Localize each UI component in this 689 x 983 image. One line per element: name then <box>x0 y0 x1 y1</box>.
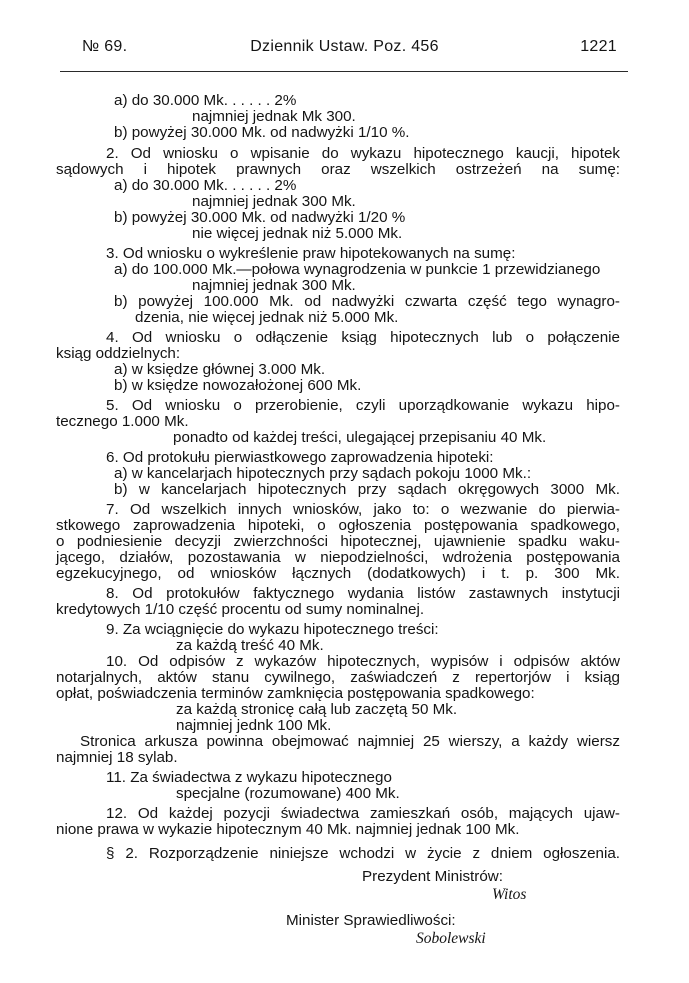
paragraph-line: 12. Od każdej pozycji świadectwa zamieszkań osób, mających ujaw- <box>106 805 620 822</box>
section-2: § 2. Rozporządzenie niniejsze wchodzi w życie z dniem ogłoszenia. <box>106 845 620 862</box>
paragraph-line: 10. Od odpisów z wykazów hipotecznych, wypisów i odpisów aktów <box>106 653 620 670</box>
text-line: a) w kancelarjach hipotecznych przy sądach pokoju 1000 Mk.: <box>114 465 532 482</box>
text-line: a) do 100.000 Mk.—połowa wynagrodzenia w punkcie 1 przewidzianego <box>114 261 601 278</box>
page-number: 1221 <box>580 38 617 55</box>
paragraph-line: 3. Od wniosku o wykreślenie praw hipotekowanych na sumę: <box>106 245 516 262</box>
paragraph-line: 9. Za wciągnięcie do wykazu hipotecznego treści: <box>106 621 439 638</box>
paragraph-line: notarjalnych, aktów stanu cywilnego, zaświadczeń z repertorjów i ksiąg <box>56 669 620 686</box>
paragraph-line: tecznego 1.000 Mk. <box>56 413 189 430</box>
text-line: najmniej jednak Mk 300. <box>192 108 356 125</box>
header-divider <box>60 71 628 72</box>
signature-title-mj: Minister Sprawiedliwości: <box>286 912 456 929</box>
text-line: ponadto od każdej treści, ulegającej przepisaniu 40 Mk. <box>173 429 547 446</box>
text-line: b) powyżej 100.000 Mk. od nadwyżki czwarta część tego wynagro- <box>114 293 620 310</box>
paragraph-line: opłat, poświadczenia terminów zamknięcia postępowania spadkowego: <box>56 685 535 702</box>
text-line: a) w księdze głównej 3.000 Mk. <box>114 361 326 378</box>
paragraph-line: nione prawa w wykazie hipotecznym 40 Mk. najmniej jednak 100 Mk. <box>56 821 520 838</box>
issue-number: № 69. <box>82 38 128 55</box>
text-line: b) powyżej 30.000 Mk. od nadwyżki 1/10 %. <box>114 124 410 141</box>
journal-title: Dziennik Ustaw. Poz. 456 <box>250 38 439 55</box>
signature-title-pm: Prezydent Ministrów: <box>362 868 503 885</box>
text-line: najmniej jednk 100 Mk. <box>176 717 332 734</box>
text-line: najmniej jednak 300 Mk. <box>192 277 356 294</box>
paragraph-line: 7. Od wszelkich innych wniosków, jako to: o wezwanie do pierwia- <box>106 501 620 518</box>
text-line: b) w księdze nowozałożonej 600 Mk. <box>114 377 362 394</box>
text-line: nie więcej jednak niż 5.000 Mk. <box>192 225 403 242</box>
text-line: najmniej jednak 300 Mk. <box>192 193 356 210</box>
signature-mj: Sobolewski <box>416 930 486 947</box>
paragraph-line: 2. Od wniosku o wpisanie do wykazu hipotecznego kaucji, hipotek <box>106 145 620 162</box>
paragraph-line: ksiąg oddzielnych: <box>56 345 181 362</box>
text-line: specjalne (rozumowane) 400 Mk. <box>176 785 400 802</box>
text-line: za każdą stronicę całą lub zaczętą 50 Mk. <box>176 701 458 718</box>
paragraph-line: egzekucyjnego, od wniosków łącznych (dodatkowych) i t. p. 300 Mk. <box>56 565 620 582</box>
paragraph-line: najmniej 18 sylab. <box>56 749 178 766</box>
paragraph-line: o podniesienie decyzji zwierzchności hipotecznej, ujawnienie spadku waku- <box>56 533 620 550</box>
paragraph-line: 4. Od wniosku o odłączenie ksiąg hipotecznych lub o połączenie <box>106 329 620 346</box>
paragraph-line: 8. Od protokułów faktycznego wydania listów zastawnych instytucji <box>106 585 620 602</box>
text-line: dzenia, nie więcej jednak niż 5.000 Mk. <box>135 309 399 326</box>
text-line: a) do 30.000 Mk. . . . . . 2% <box>114 177 297 194</box>
paragraph-line: Stronica arkusza powinna obejmować najmniej 25 wierszy, a każdy wiersz <box>80 733 620 750</box>
text-line: a) do 30.000 Mk. . . . . . 2% <box>114 92 297 109</box>
paragraph-line: 11. Za świadectwa z wykazu hipotecznego <box>106 769 392 786</box>
paragraph-line: kredytowych 1/10 część procentu od sumy nominalnej. <box>56 601 425 618</box>
paragraph-line: 5. Od wniosku o przerobienie, czyli uporządkowanie wykazu hipo- <box>106 397 620 414</box>
paragraph-line: stkowego zaprowadzenia hipoteki, o ogłoszenia postępowania spadkowego, <box>56 517 620 534</box>
text-line: za każdą treść 40 Mk. <box>176 637 324 654</box>
text-line: b) powyżej 30.000 Mk. od nadwyżki 1/20 % <box>114 209 406 226</box>
paragraph-line: 6. Od protokułu pierwiastkowego zaprowadzenia hipoteki: <box>106 449 494 466</box>
signature-pm: Witos <box>492 886 527 903</box>
paragraph-line: sądowych i hipotek prawnych oraz wszelkich ostrzeżeń na sumę: <box>56 161 620 178</box>
paragraph-line: jącego, działów, pozostawania w niepodzielności, wdrożenia postępowania <box>56 549 620 566</box>
text-line: b) w kancelarjach hipotecznych przy sądach okręgowych 3000 Mk. <box>114 481 620 498</box>
